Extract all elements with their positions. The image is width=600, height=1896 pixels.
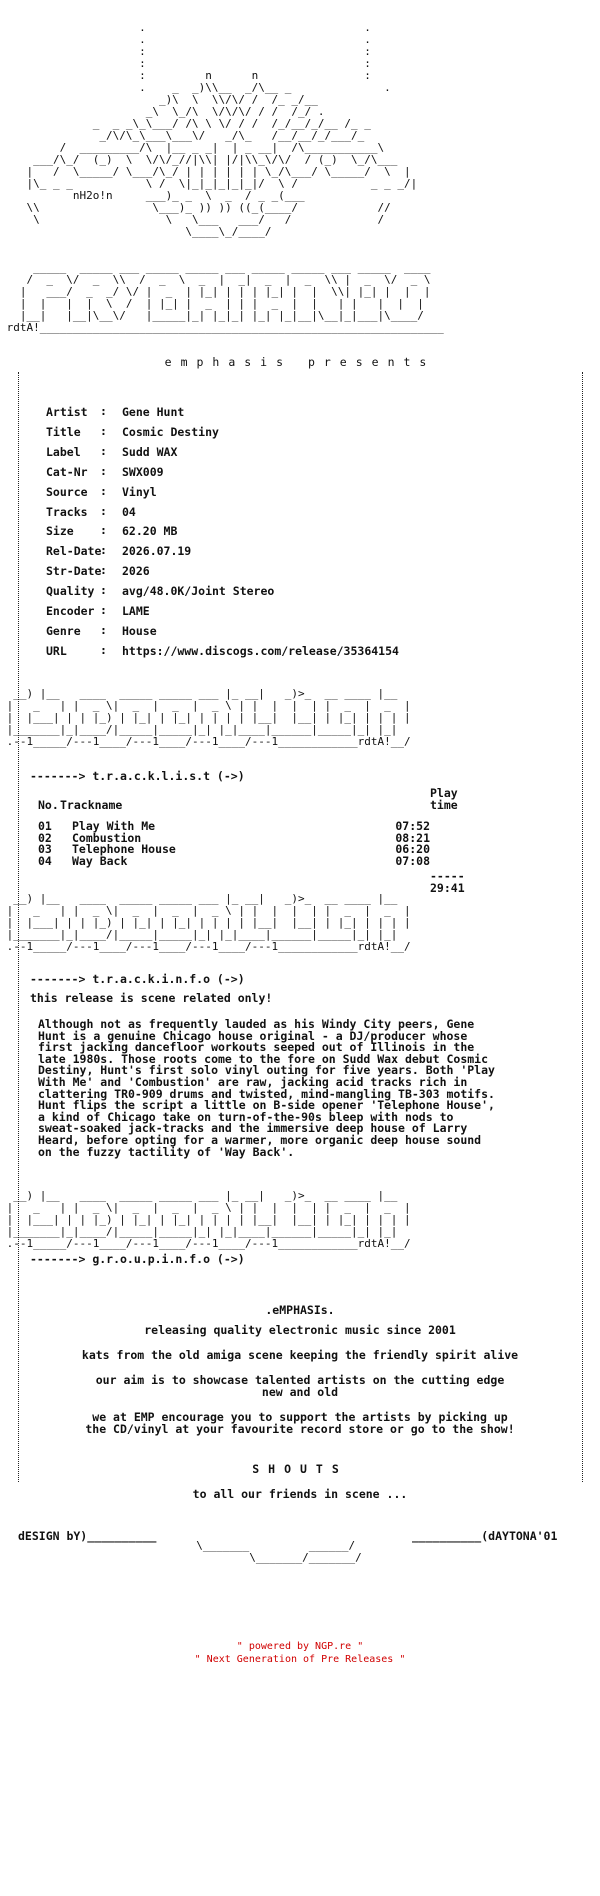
info-colon: : bbox=[100, 543, 107, 558]
trackinfo-line: sweat-soaked jack-tracks and the immersive deep house of Larry bbox=[38, 1121, 468, 1136]
group-line-4a: we at EMP encourage you to support the artists by picking up bbox=[92, 1410, 508, 1424]
designer-credit: __________(dAYTONA'01 bbox=[412, 1529, 558, 1543]
trackinfo-line: clattering TR0-909 drums and twisted, mind-mangling TB-303 motifs. bbox=[38, 1086, 495, 1101]
info-value: Vinyl bbox=[122, 484, 157, 499]
info-colon: : bbox=[100, 483, 107, 498]
shouts-line: to all our friends in scene ... bbox=[192, 1487, 408, 1501]
track-time: 07:52 bbox=[395, 819, 430, 833]
track-title: Combustion bbox=[72, 830, 142, 845]
info-label: Rel-Date bbox=[46, 544, 102, 559]
trackinfo-line: Hunt is a genuine Chicago house original - a DJ/producer whose bbox=[38, 1028, 468, 1043]
groupinfo-heading: -------> g.r.o.u.p.i.n.f.o (->) bbox=[30, 1252, 245, 1266]
info-colon: : bbox=[100, 642, 107, 657]
section-banner-tracklist: __) |__ ____ _____ _____ ___ |_ __| _)>_ __ ____ |__ | _ | | _ \| _ | _ | _ \ | | | | | | _ | _ | | |___| | | |_) | |_| | |_| | | | | |__| |__| | |_| | | | | |_______|_|____/|_____|_____|_| |_|____|______|_____|_| |_| .--1_____/---1____/---1____/---1____/---1____________rdtA!__/ bbox=[6, 688, 411, 748]
info-label: URL bbox=[46, 643, 67, 658]
info-label: Label bbox=[46, 444, 81, 459]
info-value: Sudd WAX bbox=[122, 444, 178, 459]
info-colon: : bbox=[100, 563, 107, 578]
info-label: Str-Date bbox=[46, 564, 102, 579]
info-label: Genre bbox=[46, 623, 81, 638]
powered-by: " powered by NGP.re " bbox=[236, 1641, 364, 1652]
info-colon: : bbox=[100, 404, 107, 418]
info-colon: : bbox=[100, 503, 107, 518]
info-label: Encoder bbox=[46, 604, 95, 618]
track-number: 01 bbox=[38, 819, 52, 833]
group-line-2: kats from the old amiga scene keeping the friendly spirit alive bbox=[81, 1348, 519, 1362]
group-line-4b: the CD/vinyl at your favourite record store or go to the show! bbox=[85, 1422, 515, 1436]
info-label: Artist bbox=[46, 405, 88, 419]
track-time: 07:08 bbox=[395, 853, 430, 868]
logo-ascii-top: _____ _____ ___ _____ _____ ___ _____ _____ ___ _____ ____ / _ \/ _ \\ / _ \ _ | _| _ | _ \\ | _ \/ _ \ | ___/ _ _/ \/ | _ | |_| | | | |_| | | \\| |_| | | | | | | | \ / | |_| | _ | | | _ | | | | | | | |__| |__|\__\/ |_____|_| |_|_| |_| |_|__|\__|_|___|\____/ rdtA!_____________________________________________________________ bbox=[6, 262, 444, 334]
info-colon: : bbox=[100, 523, 107, 538]
info-label: Title bbox=[46, 424, 81, 439]
trackinfo-line: With Me' and 'Combustion' are raw, jacking acid tracks rich in bbox=[38, 1075, 468, 1089]
trackinfo-line: late 1980s. Those roots come to the fore on Sudd Wax debut Cosmic bbox=[38, 1051, 489, 1066]
track-number: 04 bbox=[38, 853, 52, 868]
info-colon: : bbox=[100, 583, 107, 598]
col-play: Play bbox=[430, 786, 458, 800]
info-label: Tracks bbox=[46, 504, 88, 519]
info-value: Gene Hunt bbox=[122, 405, 185, 419]
trackinfo-line: on the fuzzy tactility of 'Way Back'. bbox=[38, 1144, 295, 1159]
trackinfo-line: Although not as frequently lauded as his Windy City peers, Gene bbox=[38, 1017, 475, 1031]
track-title: Telephone House bbox=[72, 842, 176, 857]
scene-note: this release is scene related only! bbox=[30, 991, 273, 1005]
design-by: dESIGN bY)__________ bbox=[18, 1529, 157, 1543]
trackinfo-line: Heard, before opting for a warmer, more organic deep house sound bbox=[38, 1133, 482, 1147]
info-value: Cosmic Destiny bbox=[122, 424, 219, 439]
footer-ascii: \_______ ______/ \_______/_______/ bbox=[196, 1540, 362, 1564]
info-colon: : bbox=[100, 423, 107, 438]
tracklist-heading: -------> t.r.a.c.k.l.i.s.t (->) bbox=[30, 769, 245, 783]
col-time: time bbox=[430, 798, 458, 812]
info-colon: : bbox=[100, 603, 107, 617]
track-time: 06:20 bbox=[395, 842, 430, 857]
info-value: House bbox=[122, 623, 157, 638]
trackinfo-line: first jacking dancefloor workouts seeped out of Illinois in the bbox=[38, 1040, 475, 1055]
info-label: Cat-Nr bbox=[46, 464, 88, 479]
presents-line: emphasis presents bbox=[164, 355, 436, 369]
track-number: 02 bbox=[38, 830, 52, 845]
trackinfo-line: Hunt flips the script a little on B-side opener 'Telephone House', bbox=[38, 1098, 495, 1113]
group-line-3a: our aim is to showcase talented artists on the cutting edge bbox=[95, 1373, 505, 1387]
info-value: LAME bbox=[122, 604, 150, 618]
info-colon: : bbox=[100, 443, 107, 458]
track-time: 08:21 bbox=[395, 830, 430, 845]
info-value: avg/48.0K/Joint Stereo bbox=[122, 584, 275, 599]
col-no: No. bbox=[38, 798, 59, 812]
col-trackname: Trackname bbox=[60, 798, 123, 812]
total-time: 29:41 bbox=[430, 881, 465, 895]
shouts-heading: SHOUTS bbox=[252, 1462, 348, 1476]
info-value: SWX009 bbox=[122, 464, 164, 479]
section-banner-trackinfo: __) |__ ____ _____ _____ ___ |_ __| _)>_ __ ____ |__ | _ | | _ \| _ | _ | _ \ | | | | | | _ | _ | | |___| | | |_) | |_| | |_| | | | | |__| |__| | |_| | | | | |_______|_|____/|_____|_____|_| |_|____|______|_____|_| |_| .--1_____/---1____/---1____/---1____/---1____________rdtA!__/ bbox=[6, 893, 411, 953]
track-title: Play With Me bbox=[72, 819, 156, 833]
info-colon: : bbox=[100, 463, 107, 478]
info-label: Source bbox=[46, 484, 88, 499]
ngp-tagline: " Next Generation of Pre Releases " bbox=[194, 1654, 406, 1665]
track-number: 03 bbox=[38, 842, 52, 857]
group-name: .eMPHASIs. bbox=[265, 1303, 335, 1317]
info-value: 62.20 MB bbox=[122, 524, 178, 539]
info-value: 2026 bbox=[122, 564, 150, 579]
trackinfo-line: a kind of Chicago take on turn-of-the-90s bleep with nods to bbox=[38, 1109, 454, 1124]
header-ascii-art: . . . . : : : : : n n : . _ _)\\__ _/\__ _ . _)\ \ \\/\/ / /_ _/__ _\ \_/\ \/\/\/ / / /_/ . _ _ _\_\___/ /\ \ \/ / / /_/__/_/__ /_ _ _/\/\_\___\___\/ _/\_ /__/__/_/___/_ / _________/\ |__ _ _| | _ __| /\___________\ ___/\_/ (_) \ \/\/_//|\\| |/|\\_\/\/ / (_) \_/\___ | / \_____/ \___/\_/ | | | | | | \_/\___/ \_____/ \ | |\_ _ _ \ / \|_|_|_|_|_|/ \ / _ _ _/| nH2o!n ___)_ _ \ _ / _ _(___ \\ \___)_ )) )) ((_(____/ // \ \ \___ ___/ / / \____\_/____/ bbox=[26, 22, 418, 238]
track-title: Way Back bbox=[72, 853, 128, 868]
info-value: 2026.07.19 bbox=[122, 544, 192, 559]
info-value: https://www.discogs.com/release/35364154 bbox=[122, 643, 399, 658]
info-value: 04 bbox=[122, 504, 136, 519]
info-label: Size bbox=[46, 524, 74, 539]
total-separator: ----- bbox=[430, 869, 465, 883]
section-banner-groupinfo: __) |__ ____ _____ _____ ___ |_ __| _)>_ __ ____ |__ | _ | | _ \| _ | _ | _ \ | | | | | | _ | _ | | |___| | | |_) | |_| | |_| | | | | |__| |__| | |_| | | | | |_______|_|____/|_____|_____|_| |_|____|______|_____|_| |_| .--1_____/---1____/---1____/---1____/---1____________rdtA!__/ bbox=[6, 1190, 411, 1250]
info-label: Quality bbox=[46, 584, 95, 599]
group-line-3b: new and old bbox=[261, 1385, 339, 1399]
group-line-1: releasing quality electronic music since 2001 bbox=[144, 1323, 456, 1337]
info-colon: : bbox=[100, 622, 107, 637]
trackinfo-heading: -------> t.r.a.c.k.i.n.f.o (->) bbox=[30, 972, 245, 986]
trackinfo-line: Destiny, Hunt's first solo vinyl outing for five years. Both 'Play bbox=[38, 1063, 495, 1078]
